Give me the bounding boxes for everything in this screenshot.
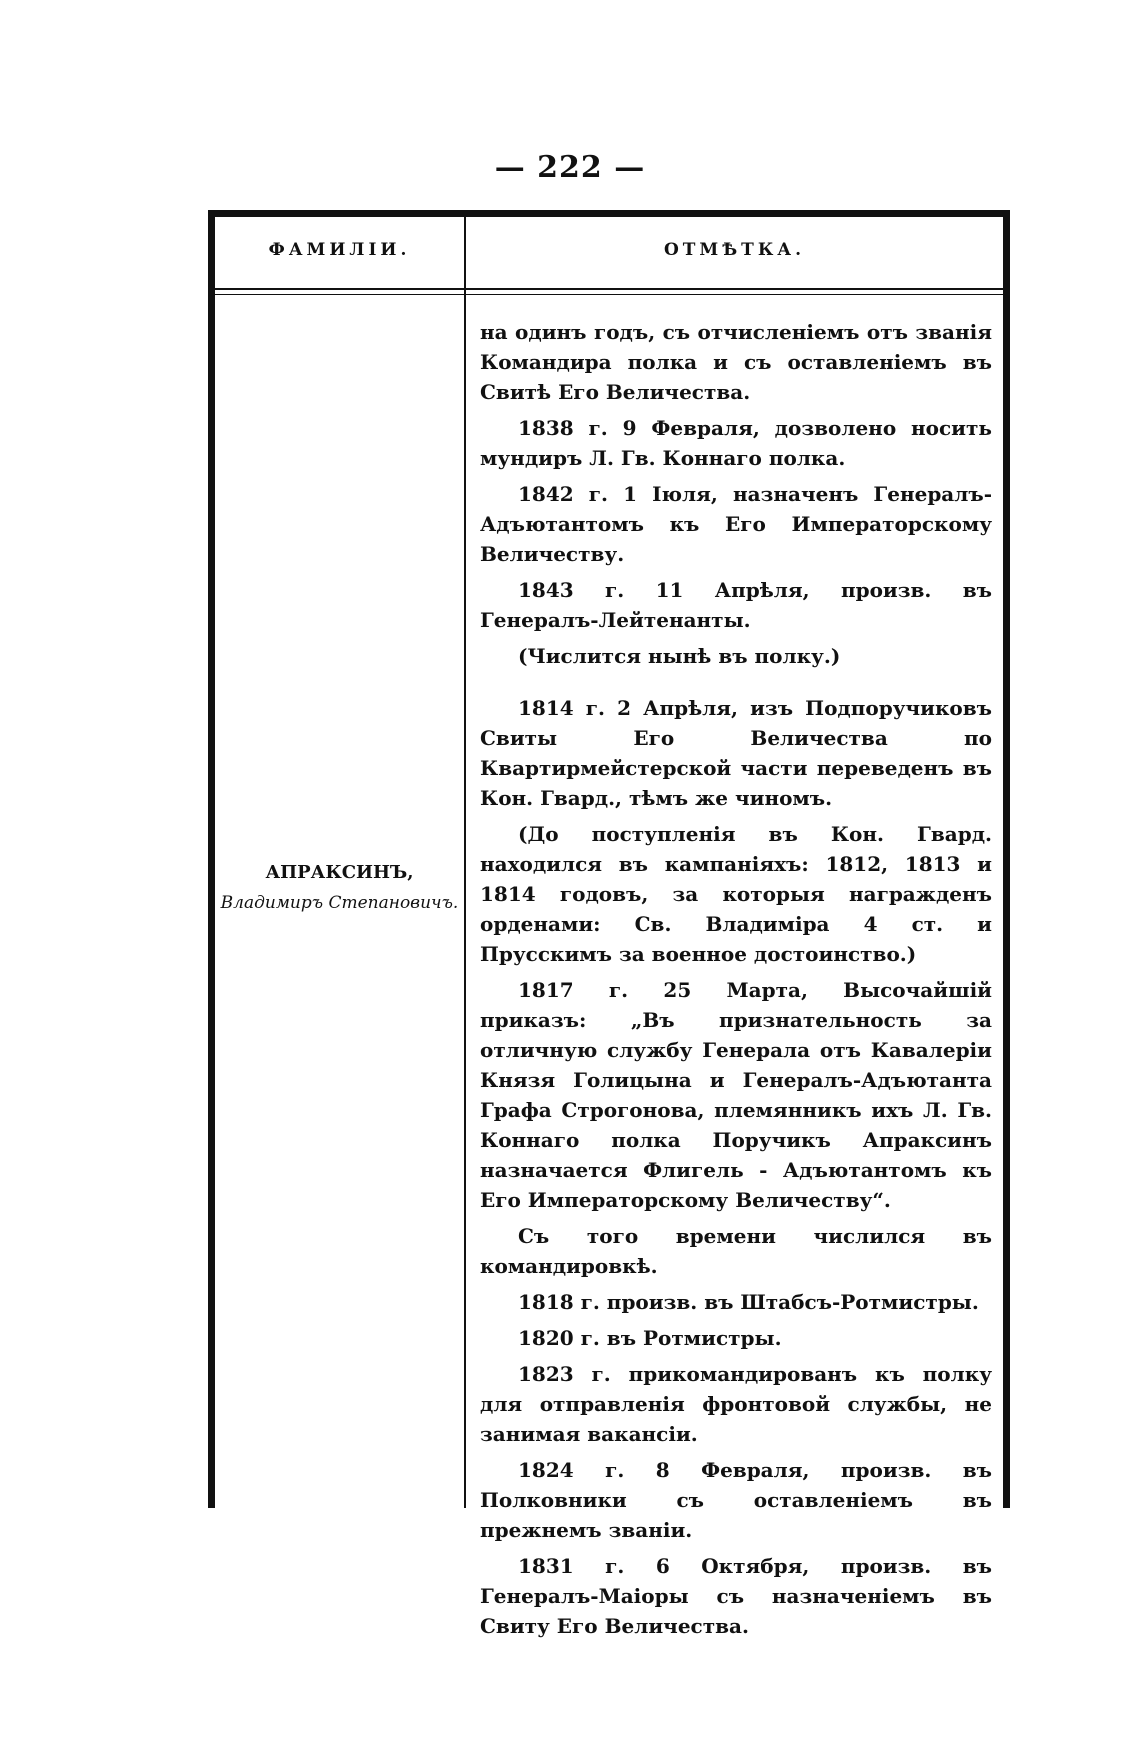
note-paragraph: 1838 г. 9 Февраля, дозволено носить мундиръ Л. Гв. Коннаго полка.: [480, 416, 992, 470]
table-top-rule: [208, 210, 1010, 217]
entry-given-name: Владимиръ Степановичъ.: [220, 893, 459, 913]
note-paragraph: 1824 г. 8 Февраля, произв. въ Полковники съ оставленіемъ въ прежнемъ званіи.: [480, 1458, 992, 1542]
note-paragraph: 1818 г. произв. въ Штабсъ-Ротмистры.: [518, 1290, 979, 1314]
note-paragraph: 1820 г. въ Ротмистры.: [518, 1326, 782, 1350]
entry-name-cell: [215, 858, 464, 918]
note-paragraph: 1823 г. прикомандированъ къ полку для отправленія фронтовой службы, не занимая вакансіи.: [480, 1362, 992, 1446]
note-paragraph: на одинъ годъ, съ отчисленіемъ отъ званія Командира полка и съ оставленіемъ въ Свитѣ Его Величества.: [480, 320, 992, 404]
column-divider: [464, 217, 466, 1508]
note-paragraph: 1842 г. 1 Іюля, назначенъ Генералъ-Адъютантомъ къ Его Императорскому Величеству.: [480, 482, 992, 566]
page-number: — 222 —: [494, 150, 646, 185]
table-right-rule: [1003, 210, 1010, 1508]
note-paragraph: (До поступленія въ Кон. Гвард. находился въ кампаніяхъ: 1812, 1813 и 1814 годовъ, за которыя награжденъ орденами: Св. Владиміра 4 ст. и Прусскимъ за военное достоинство.): [480, 822, 992, 966]
note-paragraph: 1817 г. 25 Марта, Высочайшій приказъ: „Въ признательность за отличную службу Генерала отъ Кавалеріи Князя Голицына и Генералъ-Адъютанта Графа Строгонова, племянникъ ихъ Л. Гв. Коннаго полка Поручикъ Апраксинъ назначается Флигель - Адъютантомъ къ Его Императорскому Величеству“.: [480, 978, 992, 1212]
note-paragraph: (Числится нынѣ въ полку.): [518, 644, 841, 668]
header-rule-thin: [215, 294, 1003, 295]
entry-surname: АПРАКСИНЪ,: [265, 862, 414, 883]
note-paragraph: Съ того времени числился въ командировкѣ.: [480, 1224, 992, 1278]
column-header-notes: ОТМѢТКА.: [663, 240, 806, 260]
note-paragraph: 1814 г. 2 Апрѣля, изъ Подпоручиковъ Свиты Его Величества по Квартирмейстерской части переведенъ въ Кон. Гвард., тѣмъ же чиномъ.: [480, 696, 992, 810]
note-paragraph: 1831 г. 6 Октября, произв. въ Генералъ-Маіоры съ назначеніемъ въ Свиту Его Величества.: [480, 1554, 992, 1638]
service-record-table: [208, 210, 1010, 1638]
column-header-surnames: ФАМИЛІИ.: [268, 240, 411, 260]
notes-column: [480, 317, 992, 1647]
note-paragraph: 1843 г. 11 Апрѣля, произв. въ Генералъ-Лейтенанты.: [480, 578, 992, 632]
table-left-rule: [208, 210, 215, 1508]
header-rule: [215, 288, 1003, 290]
